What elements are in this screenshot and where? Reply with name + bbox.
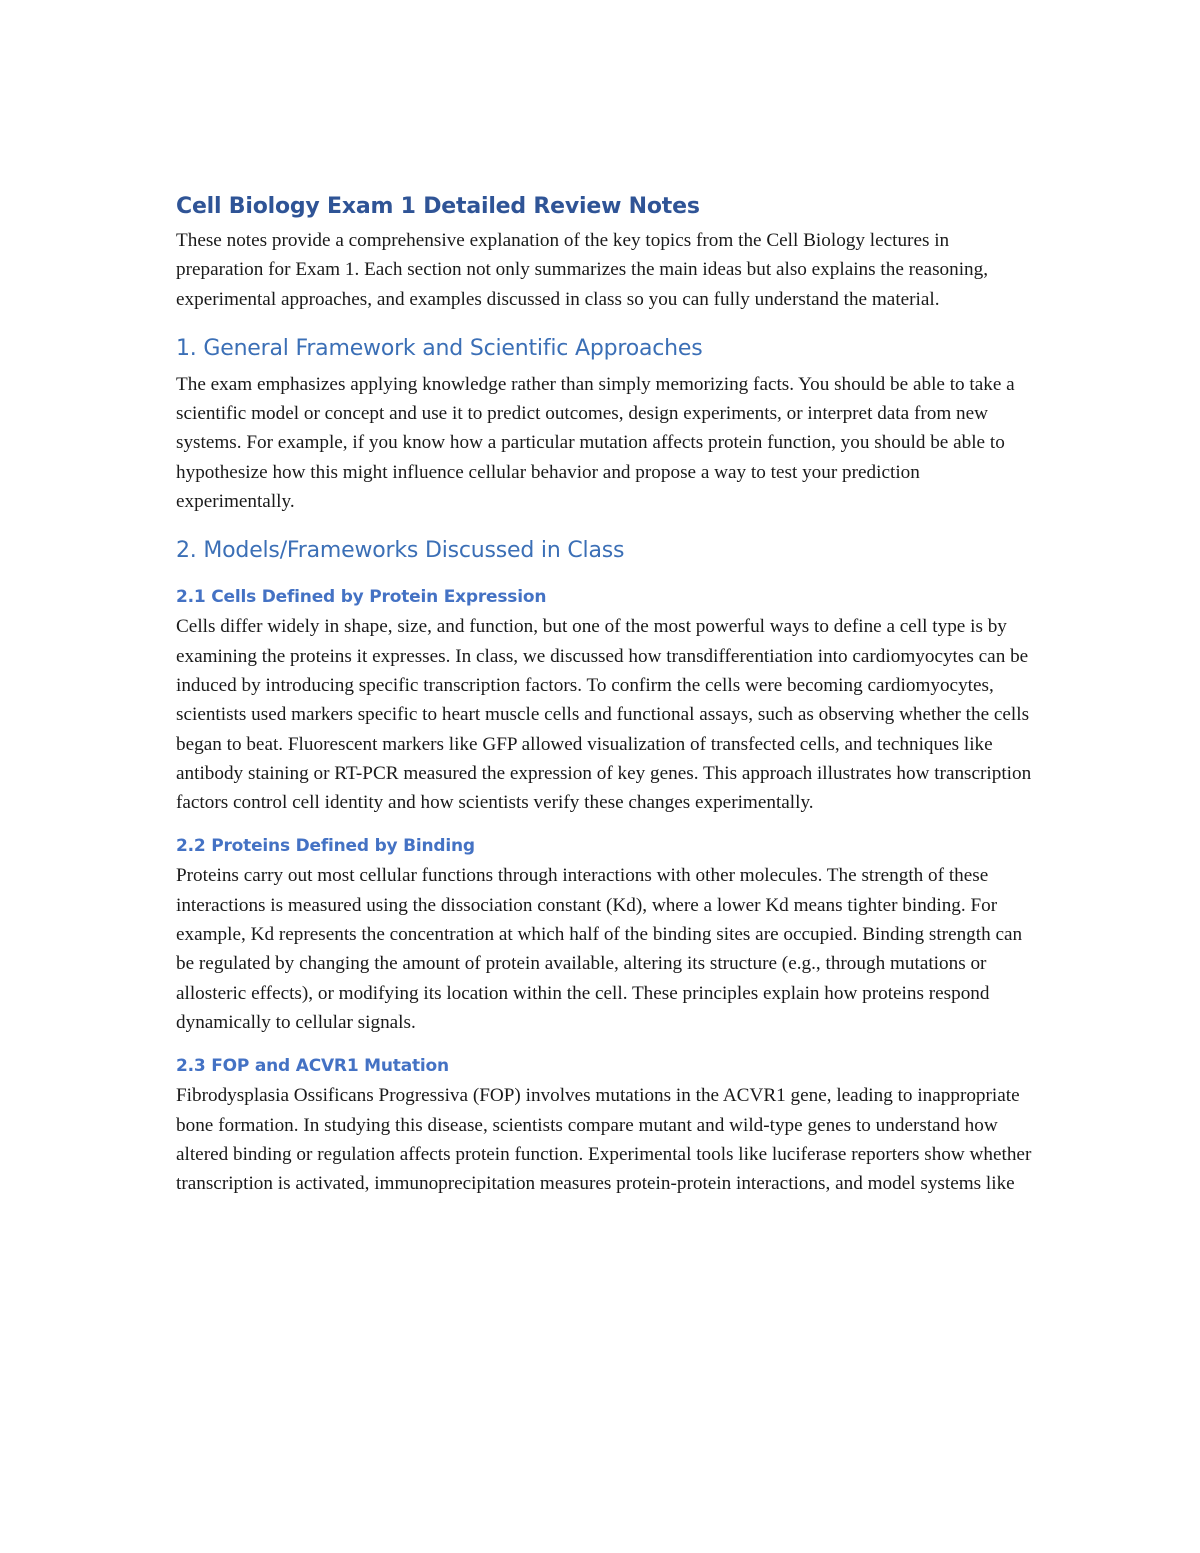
subsection-2-1-heading: 2.1 Cells Defined by Protein Expression [176,587,547,608]
subsection-2-3-paragraph: Fibrodysplasia Ossificans Progressiva (FOP) involves mutations in the ACVR1 gene, leading to inappropriate bone formation. In studying this disease, scientists compare mutant and wild-type genes to understand how altered binding or regulation affects protein function. Experimental tools like luciferase reporters show whether transcription is activated, immunoprecipitation measures protein-protein interactions, and model systems like [176,1085,1032,1195]
intro-paragraph: These notes provide a comprehensive explanation of the key topics from the Cell Biology lectures in preparation for Exam 1. Each section not only summarizes the main ideas but also explains the reasoning, experimental approaches, and examples discussed in class so you can fully understand the material. [176,230,989,310]
subsection-2-2-heading: 2.2 Proteins Defined by Binding [176,836,475,857]
document-title: Cell Biology Exam 1 Detailed Review Notes [176,194,700,219]
subsection-2-1-paragraph: Cells differ widely in shape, size, and function, but one of the most powerful ways to define a cell type is by examining the proteins it expresses. In class, we discussed how transdifferentiation into cardiomyocytes can be induced by introducing specific transcription factors. To confirm the cells were becoming cardiomyocytes, scientists used markers specific to heart muscle cells and functional assays, such as observing whether the cells began to beat. Fluorescent markers like GFP allowed visualization of transfected cells, and techniques like antibody staining or RT-PCR measured the expression of key genes. This approach illustrates how transcription factors control cell identity and how scientists verify these changes experimentally. [176,616,1032,814]
section-1-paragraph: The exam emphasizes applying knowledge rather than simply memorizing facts. You should be able to take a scientific model or concept and use it to predict outcomes, design experiments, or interpret data from new systems. For example, if you know how a particular mutation affects protein function, you should be able to hypothesize how this might influence cellular behavior and propose a way to test your prediction experimentally. [176,373,1015,513]
section-2-heading: 2. Models/Frameworks Discussed in Class [176,538,625,564]
document-body [176,190,1036,1198]
section-1-heading: 1. General Framework and Scientific Approaches [176,335,703,361]
subsection-2-2-paragraph: Proteins carry out most cellular functions through interactions with other molecules. The strength of these interactions is measured using the dissociation constant (Kd), where a lower Kd means tighter binding. For example, Kd represents the concentration at which half of the binding sites are occupied. Binding strength can be regulated by changing the amount of protein available, altering its structure (e.g., through mutations or allosteric effects), or modifying its location within the cell. These principles explain how proteins respond dynamically to cellular signals. [176,865,1023,1033]
subsection-2-3-heading: 2.3 FOP and ACVR1 Mutation [176,1056,449,1077]
